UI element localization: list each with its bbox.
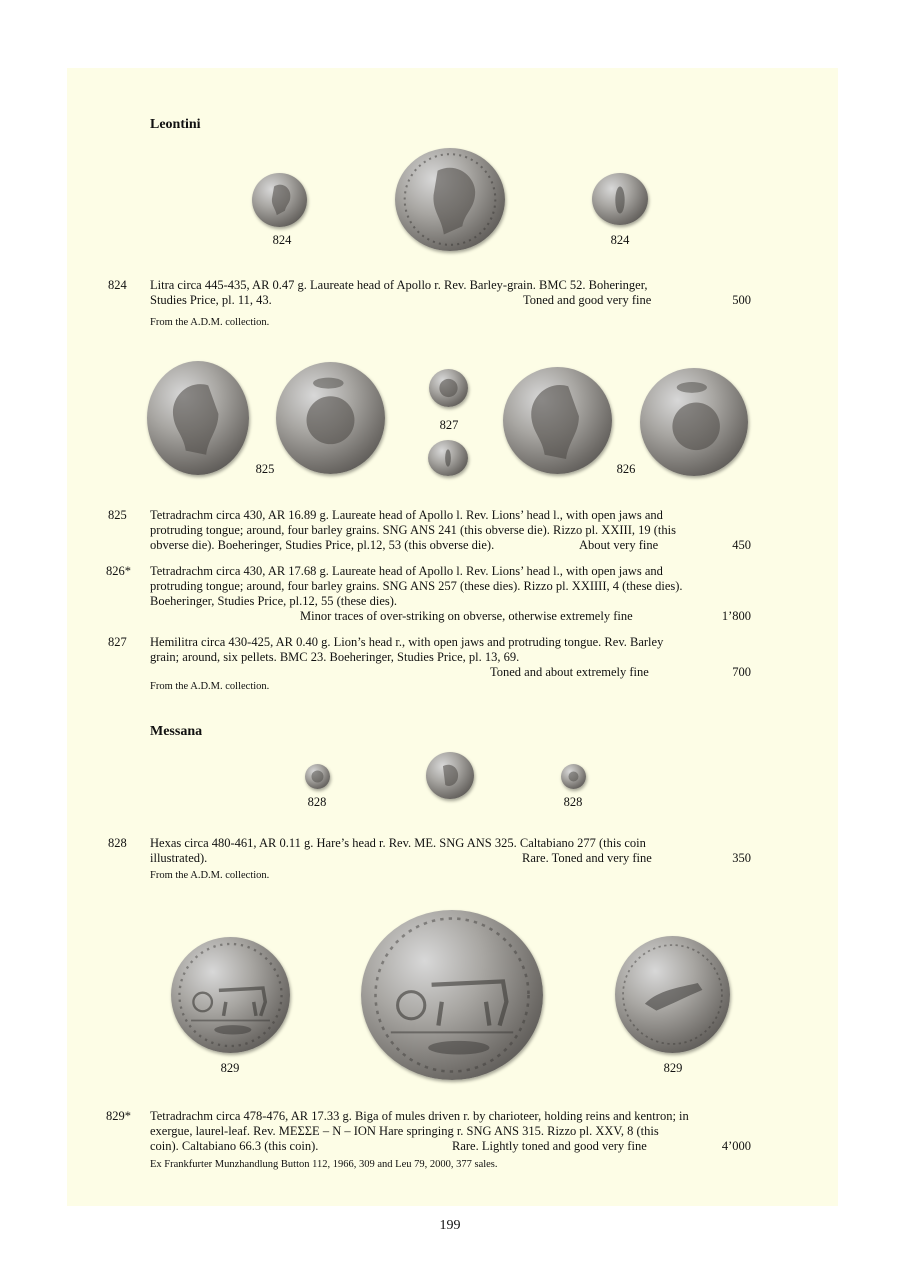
lot-number: 827: [108, 635, 127, 649]
lot-number: 829*: [106, 1109, 131, 1123]
coin-image-828-reverse: [561, 764, 586, 789]
lot-text-line: Tetradrachm circa 478-476, AR 17.33 g. Biga of mules driven r. by charioteer, holding reins and kentron; in: [150, 1109, 689, 1123]
lot-price: 4’000: [721, 1139, 751, 1153]
coin-image-825-reverse: [276, 362, 385, 474]
lot-description: [150, 836, 751, 866]
page-number: 199: [439, 1218, 461, 1233]
lot-description: [150, 1109, 751, 1154]
lot-grade: About very fine: [579, 538, 659, 552]
lot-description: [150, 278, 751, 308]
coin-caption-824-right: 824: [610, 233, 630, 247]
lot-price: 350: [732, 851, 751, 865]
lot-text-line: Hexas circa 480-461, AR 0.11 g. Hare’s head r. Rev. ME. SNG ANS 325. Caltabiano 277 (this coin: [150, 836, 646, 850]
section-heading-messana: Messana: [150, 724, 203, 739]
coin-caption-829-right: 829: [663, 1061, 683, 1075]
lot-text-line: protruding tongue; around, four barley grains. SNG ANS 241 (this obverse die). Rizzo pl. XXIII, 19 (this: [150, 523, 676, 537]
coin-image-826-reverse: [640, 368, 748, 476]
coin-image-828-obverse: [305, 764, 330, 789]
lot-text-line: grain; around, six pellets. BMC 23. Boeheringer, Studies Price, pl. 13, 69.: [150, 650, 520, 664]
coin-image-826-obverse: [503, 367, 612, 474]
lot-provenance: From the A.D.M. collection.: [150, 870, 270, 881]
lot-grade: Rare. Lightly toned and good very fine: [452, 1139, 647, 1153]
lot-grade: Toned and about extremely fine: [490, 665, 649, 679]
lot-final-line: [150, 293, 751, 308]
lot-provenance: From the A.D.M. collection.: [150, 681, 270, 692]
lot-grade: Rare. Toned and very fine: [522, 851, 652, 865]
lot-text-line: coin). Caltabiano 66.3 (this coin).: [150, 1139, 319, 1153]
lot-price: 700: [732, 665, 751, 679]
lot-price: 450: [732, 538, 751, 552]
coin-image-829-reverse: [615, 936, 730, 1053]
lot-number: 825: [108, 508, 127, 522]
lot-text-line: Boeheringer, Studies Price, pl.12, 55 (these dies).: [150, 594, 398, 608]
coin-image-827-reverse: [428, 440, 468, 476]
coin-caption-829-left: 829: [220, 1061, 240, 1075]
lot-description: [150, 508, 751, 553]
coin-image-827-obverse: [429, 369, 468, 407]
coin-caption-828-right: 828: [563, 795, 583, 809]
lot-text-line: Hemilitra circa 430-425, AR 0.40 g. Lion’s head r., with open jaws and protruding tongue. Rev. Barley: [150, 635, 664, 649]
lot-final-line: [150, 665, 751, 680]
coin-caption-825: 825: [255, 462, 275, 476]
lot-final-line: [150, 851, 751, 866]
coin-caption-828-left: 828: [307, 795, 327, 809]
lot-text-line: exergue, laurel-leaf. Rev. ΜΕΣΣΕ – Ν – ΙΟΝ Hare springing r. SNG ANS 315. Rizzo pl. XXV, 8 (this: [150, 1124, 659, 1138]
lot-text-line: protruding tongue; around, four barley grains. SNG ANS 257 (these dies). Rizzo pl. XXIIII, 4 (these dies).: [150, 579, 683, 593]
lot-text-line: Tetradrachm circa 430, AR 16.89 g. Laureate head of Apollo l. Rev. Lions’ head l., with open jaws and: [150, 508, 663, 522]
lot-text-line: obverse die). Boeheringer, Studies Price, pl.12, 53 (this obverse die).: [150, 538, 495, 552]
coin-caption-827: 827: [439, 418, 459, 432]
coin-caption-824-left: 824: [272, 233, 292, 247]
lot-provenance: From the A.D.M. collection.: [150, 317, 270, 328]
coin-image-824-obverse-enlarged: [395, 148, 505, 251]
lot-number: 824: [108, 278, 127, 292]
lot-number: 828: [108, 836, 127, 850]
lot-text-line: illustrated).: [150, 851, 208, 865]
coin-image-824-reverse: [592, 173, 648, 225]
lot-text-line: Tetradrachm circa 430, AR 17.68 g. Laureate head of Apollo l. Rev. Lions’ head l., with open jaws and: [150, 564, 663, 578]
lot-final-line: [150, 1139, 751, 1154]
lot-final-line: [150, 609, 751, 624]
lot-provenance: Ex Frankfurter Munzhandlung Button 112, 1966, 309 and Leu 79, 2000, 377 sales.: [150, 1159, 498, 1170]
coin-image-825-obverse: [147, 361, 249, 475]
coin-image-824-obverse: [252, 173, 307, 227]
lot-description: [150, 635, 751, 680]
lot-number: 826*: [106, 564, 131, 578]
section-heading-leontini: Leontini: [150, 117, 201, 132]
lot-price: 1’800: [721, 609, 751, 623]
lot-text-line: Studies Price, pl. 11, 43.: [150, 293, 272, 307]
coin-image-829-obverse-enlarged: [361, 910, 543, 1080]
lot-text-line: Litra circa 445-435, AR 0.47 g. Laureate head of Apollo r. Rev. Barley-grain. BMC 52. Boheringer,: [150, 278, 648, 292]
coin-image-828-obverse-enlarged: [426, 752, 474, 799]
coin-caption-826: 826: [616, 462, 636, 476]
lot-final-line: [150, 538, 751, 553]
lot-grade: Toned and good very fine: [523, 293, 652, 307]
coin-image-829-obverse: [171, 937, 290, 1053]
lot-price: 500: [732, 293, 751, 307]
lot-description: [150, 564, 751, 624]
lot-grade: Minor traces of over-striking on obverse, otherwise extremely fine: [300, 609, 633, 623]
